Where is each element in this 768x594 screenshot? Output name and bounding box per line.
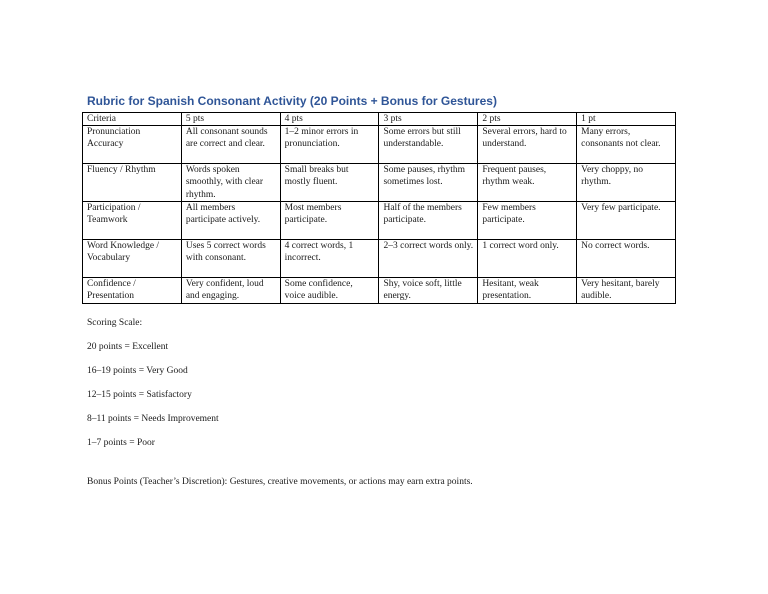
rubric-table	[82, 112, 676, 304]
table-row	[83, 164, 676, 202]
scoring-item: 1–7 points = Poor	[87, 438, 155, 448]
scoring-item: 8–11 points = Needs Improvement	[87, 414, 219, 424]
table-cell: Small breaks but mostly fluent.	[280, 164, 379, 202]
table-cell: Some errors but still understandable.	[379, 126, 478, 164]
table-cell: Very hesitant, barely audible.	[577, 278, 676, 303]
table-cell: 4 correct words, 1 incorrect.	[280, 240, 379, 278]
table-cell: 1–2 minor errors in pronunciation.	[280, 126, 379, 164]
table-cell: Several errors, hard to understand.	[478, 126, 577, 164]
header-cell-3pts: 3 pts	[379, 113, 478, 126]
table-cell: Shy, voice soft, little energy.	[379, 278, 478, 303]
header-cell-4pts: 4 pts	[280, 113, 379, 126]
header-cell-5pts: 5 pts	[181, 113, 280, 126]
table-cell: Some confidence, voice audible.	[280, 278, 379, 303]
criteria-cell: Pronunciation Accuracy	[83, 126, 182, 164]
table-cell: Many errors, consonants not clear.	[577, 126, 676, 164]
table-cell: Uses 5 correct words with consonant.	[181, 240, 280, 278]
table-cell: 1 correct word only.	[478, 240, 577, 278]
table-cell: All consonant sounds are correct and clear.	[181, 126, 280, 164]
table-cell: Some pauses, rhythm sometimes lost.	[379, 164, 478, 202]
header-cell-2pts: 2 pts	[478, 113, 577, 126]
table-cell: Very few participate.	[577, 202, 676, 240]
table-cell: Hesitant, weak presentation.	[478, 278, 577, 303]
table-cell: Frequent pauses, rhythm weak.	[478, 164, 577, 202]
table-cell: Few members participate.	[478, 202, 577, 240]
table-cell: Most members participate.	[280, 202, 379, 240]
document-title: Rubric for Spanish Consonant Activity (20 Points + Bonus for Gestures)	[87, 94, 497, 108]
criteria-cell: Fluency / Rhythm	[83, 164, 182, 202]
table-cell: Very choppy, no rhythm.	[577, 164, 676, 202]
header-cell-1pt: 1 pt	[577, 113, 676, 126]
table-header-row	[83, 113, 676, 126]
table-cell: All members participate actively.	[181, 202, 280, 240]
table-row	[83, 202, 676, 240]
table-cell: Very confident, loud and engaging.	[181, 278, 280, 303]
table-cell: Half of the members participate.	[379, 202, 478, 240]
criteria-cell: Word Knowledge / Vocabulary	[83, 240, 182, 278]
header-cell-criteria: Criteria	[83, 113, 182, 126]
table-row	[83, 126, 676, 164]
table-row	[83, 240, 676, 278]
table-cell: 2–3 correct words only.	[379, 240, 478, 278]
table-cell: Words spoken smoothly, with clear rhythm.	[181, 164, 280, 202]
scoring-item: 16–19 points = Very Good	[87, 366, 188, 376]
table-cell: No correct words.	[577, 240, 676, 278]
bonus-note: Bonus Points (Teacher’s Discretion): Gestures, creative movements, or actions may earn extra points.	[87, 477, 473, 487]
scoring-heading: Scoring Scale:	[87, 318, 143, 328]
table-row	[83, 278, 676, 303]
scoring-item: 12–15 points = Satisfactory	[87, 390, 192, 400]
criteria-cell: Participation / Teamwork	[83, 202, 182, 240]
scoring-item: 20 points = Excellent	[87, 342, 169, 352]
criteria-cell: Confidence / Presentation	[83, 278, 182, 303]
